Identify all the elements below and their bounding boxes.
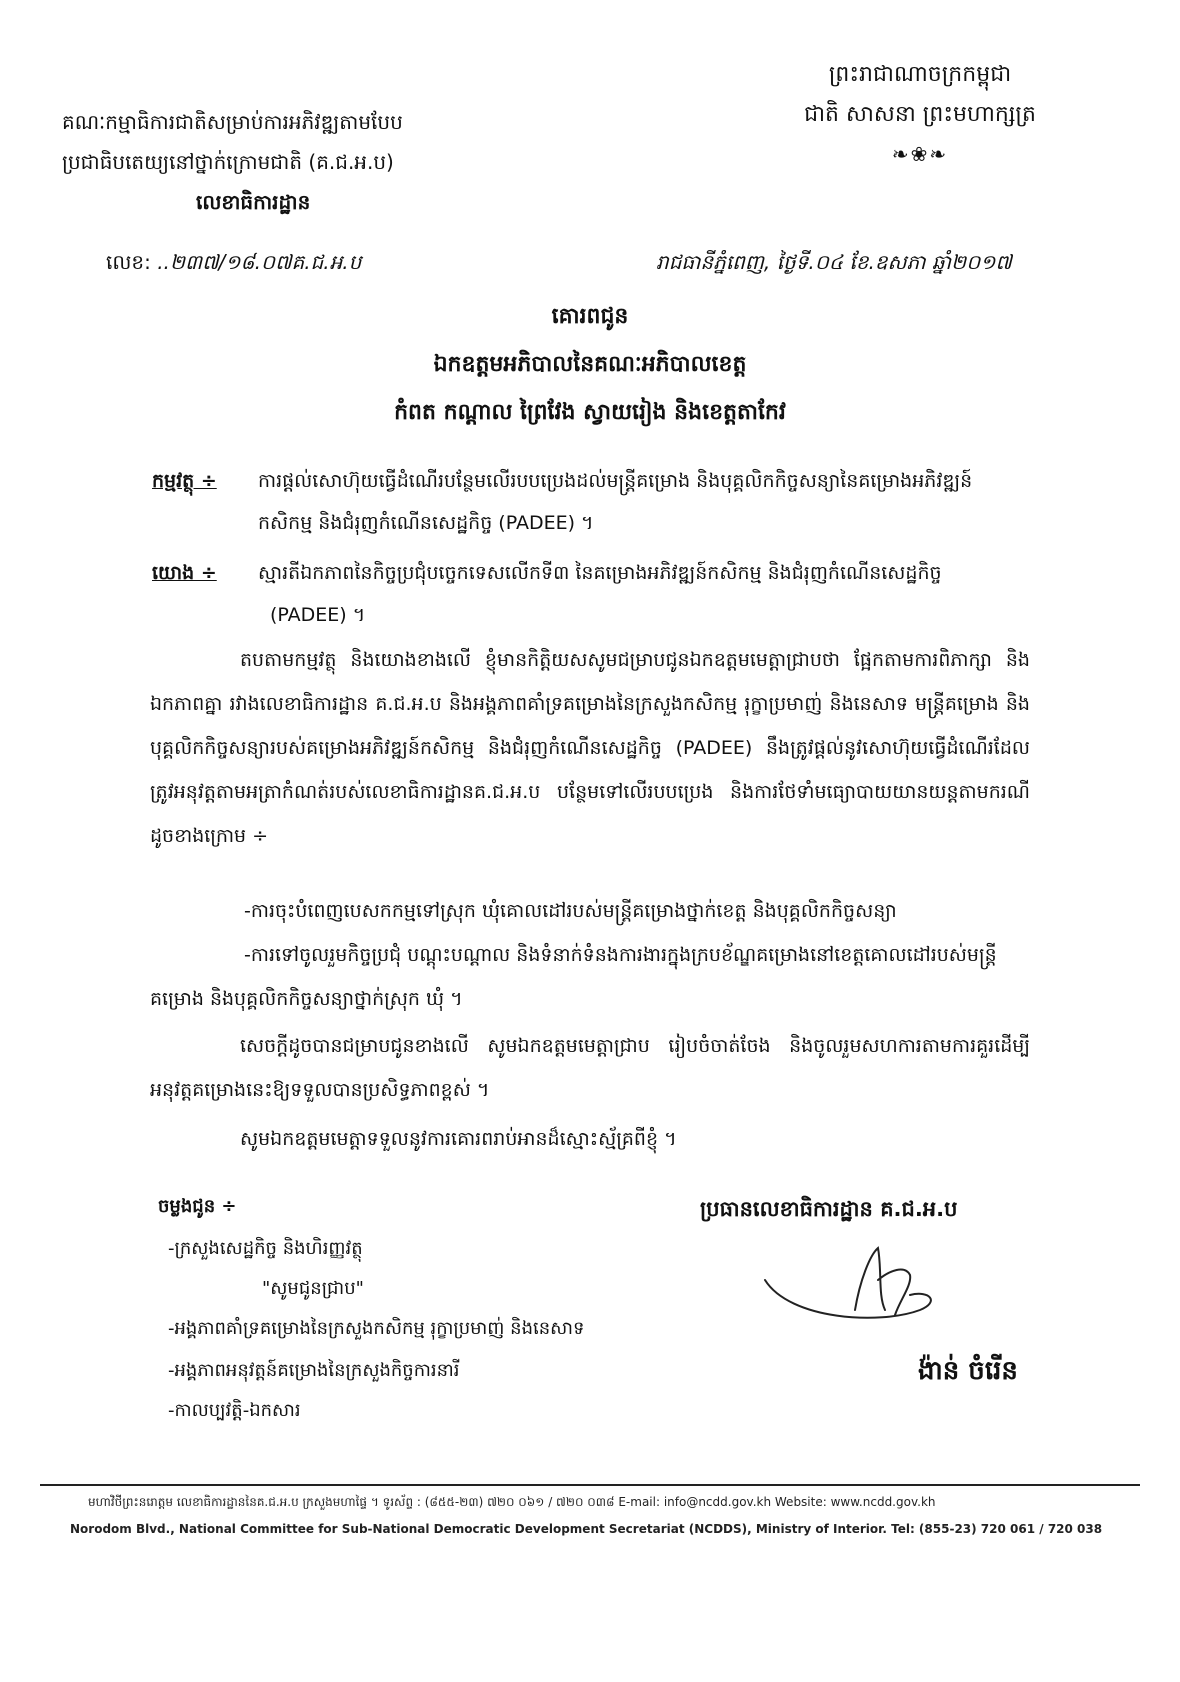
copies-label: ចម្លងជូន ÷ — [158, 1196, 237, 1217]
footer-english-line: Norodom Blvd., National Committee for Sub-National Democratic Development Secretariat (NCDDS), Ministry of Interior. Tel: (855-23) 720 061 / 720 038 — [70, 1522, 1103, 1536]
reference-value: ..២៣៧/១៨.០៧គ.ជ.អ.ប — [157, 250, 362, 274]
ornament-icon: ❧❀❧ — [891, 142, 949, 166]
secretariat-label: លេខាធិការដ្ឋាន — [196, 190, 311, 214]
footer-divider — [40, 1484, 1140, 1486]
copies-item-2: -អង្គភាពគាំទ្រគម្រោងនៃក្រសួងកសិកម្ម រុក្ខាប្រមាញ់ និងនេសាទ — [168, 1318, 585, 1339]
copies-item-1: -ក្រសួងសេដ្ឋកិច្ច និងហិរញ្ញវត្ថុ — [168, 1238, 363, 1259]
copies-item-note: "សូមជូនជ្រាប" — [262, 1278, 364, 1299]
national-motto: ជាតិ សាសនា ព្រះមហាក្សត្រ — [804, 102, 1036, 127]
bullet-item-2-line2: គម្រោង និងបុគ្គលិកកិច្ចសន្យាថ្នាក់ស្រុក ឃុំ ។ — [150, 988, 463, 1010]
body-paragraph-1: តបតាមកម្មវត្ថុ និងយោងខាងលើ ខ្ញុំមានកិត្តិយសសូមជម្រាបជូនឯកឧត្តមមេត្តាជ្រាបថា ផ្អែកតាមការពិភាក្សា និងឯកភាពគ្នា រវាងលេខាធិការដ្ឋាន គ.ជ.អ.ប និងអង្គភាពគាំទ្រគម្រោងនៃក្រសួងកសិកម្ម រុក្ខាប្រមាញ់ និងនេសាទ មន្ត្រីគម្រោង និងបុគ្គលិកកិច្ចសន្យារបស់គម្រោងអភិវឌ្ឍន៍កសិកម្ម និងជំរុញកំណើនសេដ្ឋកិច្ច (PADEE) នឹងត្រូវផ្តល់នូវសោហ៊ុយធ្វើដំណើរដែលត្រូវអនុវត្តតាមអត្រាកំណត់របស់លេខាធិការដ្ឋានគ.ជ.អ.ប បន្ថែមទៅលើរបបប្រេង និងការថែទាំមធ្យោបាយយានយន្តតាមករណីដូចខាងក្រោម ÷ — [150, 649, 1030, 847]
copies-item-4: -កាលប្បវត្តិ-ឯកសារ — [168, 1400, 301, 1421]
subject-label: កម្មវត្ថុ ÷ — [152, 470, 217, 492]
subject-text-line1: ការផ្តល់សោហ៊ុយធ្វើដំណើរបន្ថែមលើរបបប្រេងដល់មន្ត្រីគម្រោង និងបុគ្គលិកកិច្ចសន្យានៃគម្រោងអភិវឌ្ឍន៍ — [258, 470, 973, 492]
reference-label: លេខ: — [106, 250, 151, 274]
bullet-item-1: -ការចុះបំពេញបេសកកម្មទៅស្រុក ឃុំគោលដៅរបស់មន្ត្រីគម្រោងថ្នាក់ខេត្ត និងបុគ្គលិកកិច្ចសន្យា — [244, 900, 897, 922]
signatory-name: ង៉ាន់ ចំរើន — [918, 1356, 1018, 1386]
signatory-title: ប្រធានលេខាធិការដ្ឋាន គ.ជ.អ.ប — [700, 1197, 958, 1221]
closing-line: សូមឯកឧត្តមមេត្តាទទួលនូវការគោរពរាប់អានដ៏ស្មោះស្ម័គ្រពីខ្ញុំ ។ — [240, 1128, 677, 1150]
bullet-item-2-line1: -ការទៅចូលរួមកិច្ចប្រជុំ បណ្តុះបណ្តាល និងទំនាក់ទំនងការងារក្នុងក្របខ័ណ្ឌគម្រោងនៅខេត្តគោលដៅរបស់មន្ត្រី — [244, 944, 997, 966]
copies-item-3: -អង្គភាពអនុវត្តន៍គម្រោងនៃក្រសួងកិច្ចការនារី — [168, 1360, 460, 1381]
committee-name-line1: គណៈកម្មាធិការជាតិសម្រាប់ការអភិវឌ្ឍតាមបែប — [62, 110, 403, 134]
kingdom-title: ព្រះរាជាណាចក្រកម្ពុជា — [828, 62, 1012, 87]
reference-text-line2: (PADEE) ។ — [270, 604, 366, 626]
subject-text-line2: កសិកម្ម និងជំរុញកំណើនសេដ្ឋកិច្ច (PADEE) ។ — [258, 512, 594, 534]
addressee-line1: ឯកឧត្តមអភិបាលនៃគណៈអភិបាលខេត្ត — [433, 352, 747, 377]
addressee-line2: កំពត កណ្តាល ព្រៃវែង ស្វាយរៀង និងខេត្តតាកែវ — [394, 400, 786, 425]
body-paragraph-2: សេចក្តីដូចបានជម្រាបជូនខាងលើ សូមឯកឧត្តមមេត្តាជ្រាប រៀបចំចាត់ចែង និងចូលរួមសហការតាមការគួរដើម្បីអនុវត្តគម្រោងនេះឱ្យទទួលបានប្រសិទ្ធភាពខ្ពស់ ។ — [150, 1035, 1030, 1101]
handwritten-signature — [760, 1240, 980, 1330]
footer-khmer-line: មហាវិថីព្រះនរោត្តម លេខាធិការដ្ឋាននៃគ.ជ.អ.ប ក្រសួងមហាផ្ទៃ ។ ទូរស័ព្ទ : (៨៥៥-២៣) ៧២០ ០៦១ / ៧២០ ០៣៨ E-mail: info@ncdd.gov.kh Website: www.ncdd.gov.kh — [88, 1495, 936, 1509]
reference-text-line1: ស្មារតីឯកភាពនៃកិច្ចប្រជុំបច្ចេកទេសលើកទី៣ នៃគម្រោងអភិវឌ្ឍន៍កសិកម្ម និងជំរុញកំណើនសេដ្ឋកិច្ច — [258, 562, 942, 584]
reference-section-label: យោង ÷ — [152, 562, 217, 584]
reference-number — [106, 250, 361, 274]
committee-name-line2: ប្រជាធិបតេយ្យនៅថ្នាក់ក្រោមជាតិ (គ.ជ.អ.ប) — [62, 150, 394, 174]
document-date: រាជធានីភ្នំពេញ, ថ្ងៃទី.០៤ ខែ.ឧសភា ឆ្នាំ២០១៧ — [656, 250, 1012, 274]
respect-heading: គោរពជូន — [551, 304, 629, 329]
